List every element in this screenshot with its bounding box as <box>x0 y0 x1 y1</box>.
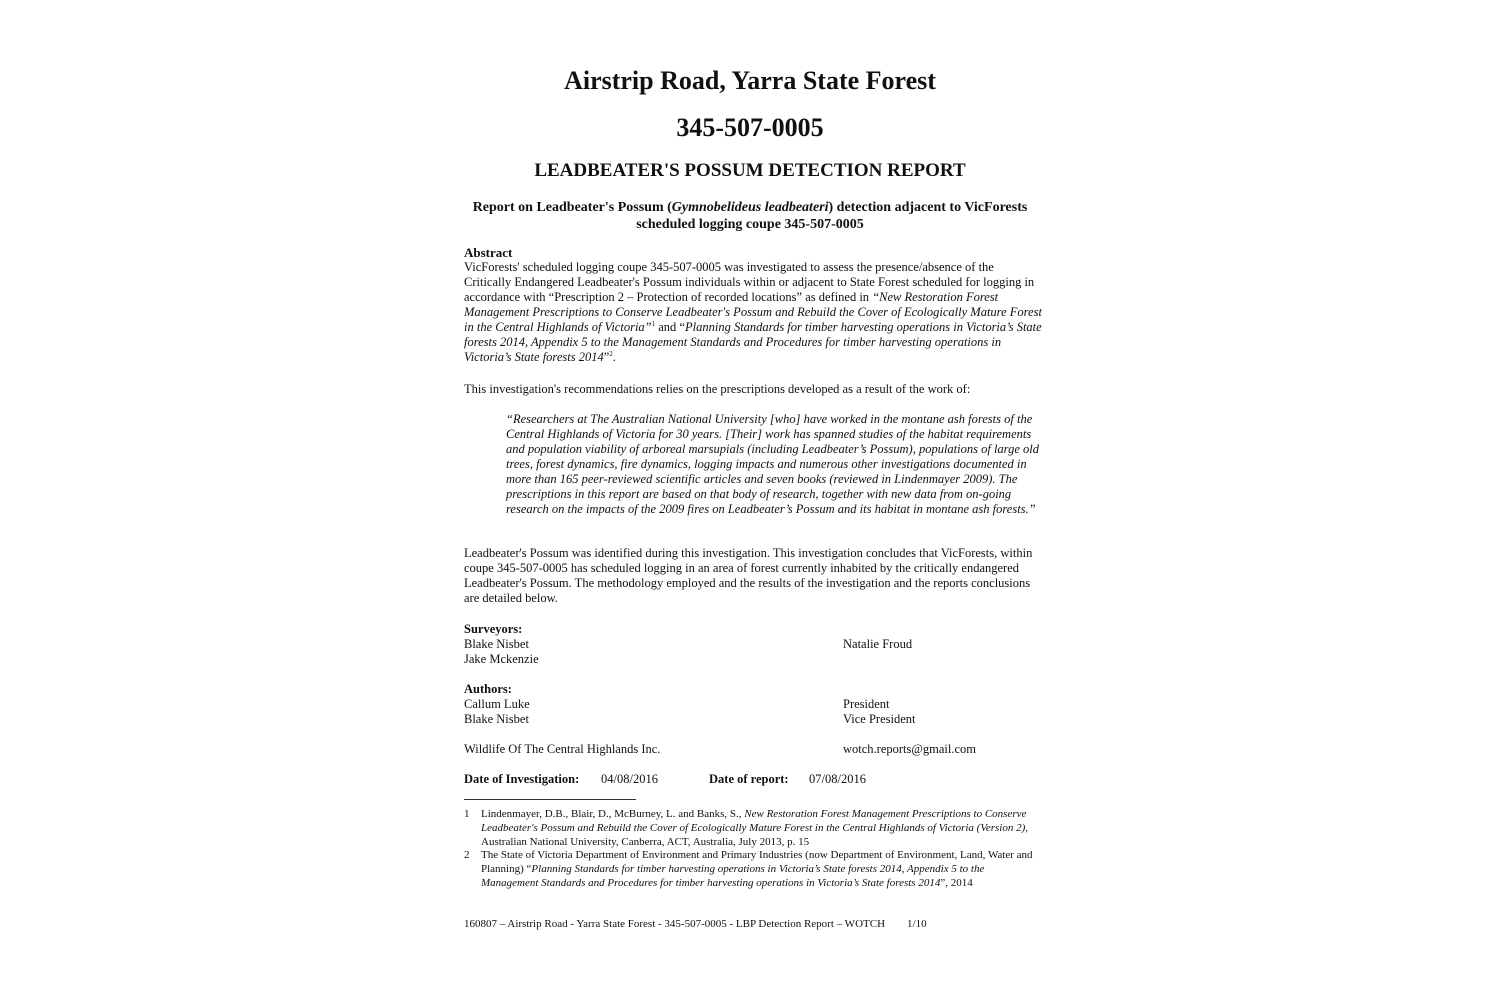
findings-paragraph: Leadbeater's Possum was identified during this investigation. This investigation concludes that VicForests, within coupe 345-507-0005 has scheduled logging in an area of forest currently inhabited by the critically endangered Leadbeater's Possum. The methodology employed and the results of the investigation and the reports conclusions are detailed below. <box>464 546 1033 605</box>
footnote-text: Lindenmayer, D.B., Blair, D., McBurney, L. and Banks, S., New Restoration Forest Management Prescriptions to Conserve Leadbeater's Possum and Rebuild the Cover of Ecologically Mature Forest in the Central Highlands of Victoria (Version 2), Australian National University, Canberra, ACT, Australia, July 2013, p. 15 <box>481 808 1028 848</box>
reference-title: “New Restoration Forest Management Prescriptions to Conserve Leadbeater's Possum and Rebuild the Cover of Ecologically Mature Forest in the Central Highlands of Victoria” <box>464 290 1042 334</box>
subtitle-text: Report on Leadbeater's Possum ( <box>472 200 672 215</box>
footnote-marker: 1 <box>651 320 656 328</box>
authors-label: Authors: <box>464 682 512 696</box>
page-number: 1/10 <box>907 918 927 930</box>
surveyors-label: Surveyors: <box>464 622 523 636</box>
author-role: Vice President <box>843 712 916 726</box>
coupe-number: 345-507-0005 <box>676 113 824 142</box>
footnote-divider <box>464 799 636 800</box>
abstract-heading: Abstract <box>464 245 513 260</box>
reference-title: Planning Standards for timber harvesting operations in Victoria’s State forests 2014, Appendix 5 to the Management Standards and Procedures for timber harvesting operations in Victoria’s State forests 2014 <box>464 320 1042 364</box>
report-subtitle <box>0 199 1500 233</box>
footnote-marker: 2 <box>609 350 613 358</box>
organization-name: Wildlife Of The Central Highlands Inc. <box>464 742 661 756</box>
investigation-date-label: Date of Investigation: <box>464 772 580 786</box>
footnote-number: 2 <box>464 849 470 861</box>
abstract-body: VicForests' scheduled logging coupe 345-507-0005 was investigated to assess the presence/absence of the Critically Endangered Leadbeater's Possum individuals within or adjacent to State Forest scheduled for logging in accordance with “Prescription 2 – Protection of recorded locations” as defined in “New Restoration Forest Management Prescriptions to Conserve Leadbeater's Possum and Rebuild the Cover of Ecologically Mature Forest in the Central Highlands of Victoria”$^1$ and “Planning Standards for timber harvesting operations in Victoria’s State forests 2014, Appendix 5 to the Management Standards and Procedures for timber harvesting operations in Victoria’s State forests 2014”$^2$. <box>464 260 1042 364</box>
footnote-text: The State of Victoria Department of Environment and Primary Industries (now Department of Environment, Land, Water and Planning) “Planning Standards for timber harvesting operations in Victoria’s State forests 2014, Appendix 5 to the Management Standards and Procedures for timber harvesting operations in Victoria’s State forests 2014”, 2014 <box>481 849 1033 889</box>
surveyor-name: Jake Mckenzie <box>464 652 539 666</box>
abstract-section <box>464 245 1044 365</box>
footnote-number: 1 <box>464 808 470 820</box>
author-name: Callum Luke <box>464 697 530 711</box>
intro-paragraph: This investigation's recommendations relies on the prescriptions developed as a result of the work of: <box>464 382 971 396</box>
author-role: President <box>843 697 890 711</box>
investigation-date: 04/08/2016 <box>601 772 658 786</box>
footnote <box>464 807 1039 849</box>
subtitle-text: ) detection adjacent to VicForests scheduled logging coupe 345-507-0005 <box>636 200 1028 232</box>
author-name: Blake Nisbet <box>464 712 529 726</box>
surveyor-name: Blake Nisbet <box>464 637 529 651</box>
surveyor-name: Natalie Froud <box>843 637 913 651</box>
contact-email: wotch.reports@gmail.com <box>843 742 977 756</box>
footnote <box>464 848 1039 890</box>
report-date-label: Date of report: <box>709 772 789 786</box>
page-footer <box>464 918 927 930</box>
document-title: Airstrip Road, Yarra State Forest <box>564 66 936 95</box>
report-type-heading: LEADBEATER'S POSSUM DETECTION REPORT <box>534 160 966 181</box>
footer-text: 160807 – Airstrip Road - Yarra State Forest - 345-507-0005 - LBP Detection Report – WOTCH <box>464 918 886 930</box>
species-name: Gymnobelideus leadbeateri <box>671 200 829 215</box>
block-quote: “Researchers at The Australian National University [who] have worked in the montane ash forests of the Central Highlands of Victoria for 30 years. [Their] work has spanned studies of the habitat requirements and population viability of arboreal marsupials (including Leadbeater’s Possum), populations of large old trees, forest dynamics, fire dynamics, logging impacts and numerous other investigations documented in more than 165 peer-reviewed scientific articles and seven books (reviewed in Lindenmayer 2009). The prescriptions in this report are based on that body of research, together with new data from on-going research on the impacts of the 2009 fires on Leadbeater’s Possum and its habitat in montane ash forests.” <box>506 412 1039 516</box>
report-date: 07/08/2016 <box>809 772 866 786</box>
